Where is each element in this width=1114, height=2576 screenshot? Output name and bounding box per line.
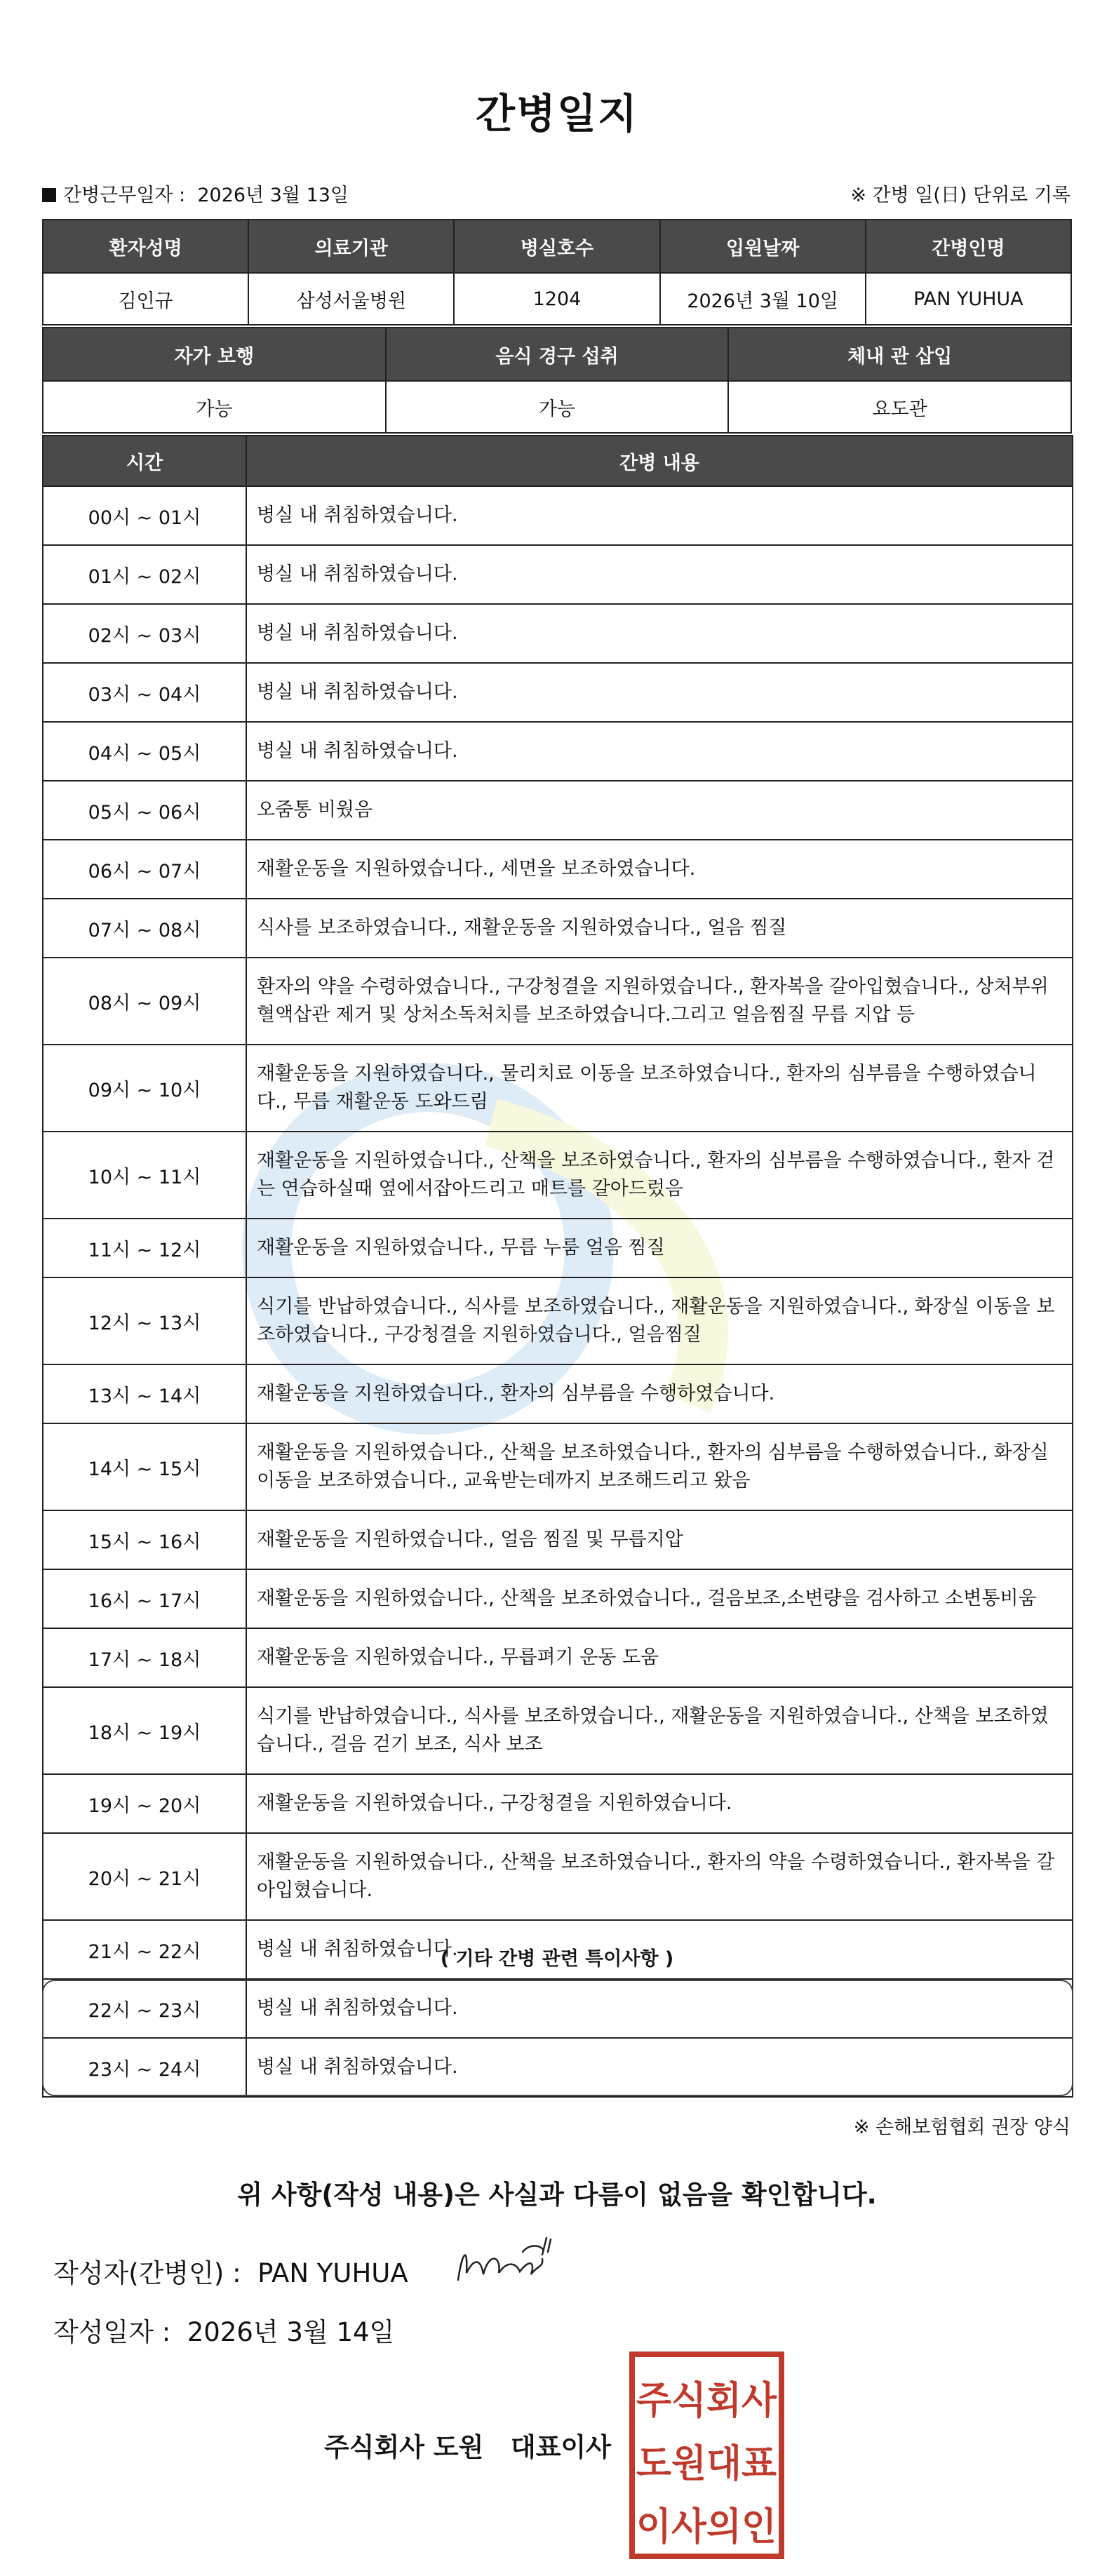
log-row bbox=[43, 722, 1073, 781]
written-date-label: 작성일자 : bbox=[53, 2317, 171, 2347]
log-content: 재활운동을 지원하였습니다., 무릅 누룸 얼음 찜질 bbox=[246, 1219, 1073, 1277]
work-date-label: 간병근무일자 : bbox=[63, 185, 186, 206]
written-date: 2026년 3월 14일 bbox=[187, 2317, 395, 2347]
log-content: 병실 내 취침하였습니다. bbox=[246, 722, 1073, 781]
log-row bbox=[43, 604, 1073, 663]
log-row bbox=[43, 1277, 1073, 1364]
log-time: 14시 ~ 15시 bbox=[43, 1423, 246, 1510]
writer-line bbox=[53, 2252, 408, 2290]
log-content: 식사를 보조하였습니다., 재활운동을 지원하였습니다., 얼음 찜질 bbox=[246, 899, 1073, 958]
seal-text-line: 도원대표 bbox=[636, 2441, 777, 2486]
header-oral-intake: 음식 경구 섭취 bbox=[386, 328, 729, 381]
header-caregiver: 간병인명 bbox=[866, 220, 1071, 273]
log-time: 07시 ~ 08시 bbox=[43, 899, 246, 958]
log-row bbox=[43, 1628, 1073, 1687]
log-content: 재활운동을 지원하였습니다., 세면을 보조하였습니다. bbox=[246, 840, 1073, 899]
log-content: 병실 내 취침하였습니다. bbox=[246, 2038, 1073, 2097]
seal-text-line: 주식회사 bbox=[636, 2378, 777, 2422]
square-bullet-icon bbox=[42, 188, 56, 202]
admission-date: 2026년 3월 10일 bbox=[660, 273, 866, 325]
special-notes-title: ( 기타 간병 관련 특이사항 ) bbox=[440, 1948, 674, 1970]
log-time: 19시 ~ 20시 bbox=[43, 1774, 246, 1833]
log-time: 18시 ~ 19시 bbox=[43, 1687, 246, 1774]
log-time: 12시 ~ 13시 bbox=[43, 1277, 246, 1364]
log-time: 02시 ~ 03시 bbox=[43, 604, 246, 663]
log-row bbox=[43, 545, 1073, 604]
log-content: 재활운동을 지원하였습니다., 산책을 보조하였습니다., 걸음보조,소변량을 검사하고 소변통비움 bbox=[246, 1569, 1073, 1628]
log-time: 09시 ~ 10시 bbox=[43, 1045, 246, 1132]
care-log-table bbox=[42, 435, 1073, 2098]
walking-value: 가능 bbox=[43, 381, 386, 433]
log-content: 병실 내 취침하였습니다. bbox=[246, 1979, 1073, 2038]
special-notes-box bbox=[42, 1980, 1073, 2096]
log-time: 04시 ~ 05시 bbox=[43, 722, 246, 781]
header-admission-date: 입원날짜 bbox=[660, 220, 866, 273]
log-content: 재활운동을 지원하였습니다., 물리치료 이동을 보조하였습니다., 환자의 심부름을 수행하였습니다., 무릅 재활운동 도와드림 bbox=[246, 1045, 1073, 1132]
log-time: 21시 ~ 22시 bbox=[43, 1920, 246, 1979]
log-time: 13시 ~ 14시 bbox=[43, 1364, 246, 1423]
log-content: 재활운동을 지원하였습니다., 구강청결을 지원하였습니다. bbox=[246, 1774, 1073, 1833]
unit-note: ※ 간병 일(日) 단위로 기록 bbox=[850, 185, 1071, 206]
log-row bbox=[43, 1045, 1073, 1132]
log-row bbox=[43, 781, 1073, 840]
hospital: 삼성서울병원 bbox=[248, 273, 454, 325]
confirmation-statement: 위 사항(작성 내용)은 사실과 다름이 없음을 확인합니다. bbox=[237, 2180, 877, 2210]
log-row bbox=[43, 1219, 1073, 1277]
log-content: 재활운동을 지원하였습니다., 산책을 보조하였습니다., 환자의 심부름을 수행하였습니다., 환자 걷는 연습하실때 옆에서잡아드리고 매트를 갈아드렀음 bbox=[246, 1132, 1073, 1219]
header-walking: 자가 보행 bbox=[43, 328, 386, 381]
page-title: 간병일지 bbox=[475, 90, 639, 137]
log-content: 병실 내 취침하였습니다. bbox=[246, 604, 1073, 663]
association-note: ※ 손해보험협회 권장 양식 bbox=[853, 2117, 1071, 2138]
log-content: 식기를 반납하였습니다., 식사를 보조하였습니다., 재활운동을 지원하였습니다., 산책을 보조하였습니다., 걸음 걷기 보조, 식사 보조 bbox=[246, 1687, 1073, 1774]
handwritten-signature bbox=[452, 2231, 558, 2294]
log-row bbox=[43, 1833, 1073, 1920]
log-row bbox=[43, 486, 1073, 545]
patient-status-table bbox=[42, 327, 1072, 434]
log-content: 재활운동을 지원하였습니다., 산책을 보조하였습니다., 환자의 약을 수령하였습니다., 환자복을 갈아입혔습니다. bbox=[246, 1833, 1073, 1920]
log-time: 05시 ~ 06시 bbox=[43, 781, 246, 840]
log-time: 16시 ~ 17시 bbox=[43, 1569, 246, 1628]
tube-value: 요도관 bbox=[728, 381, 1071, 433]
log-row bbox=[43, 1687, 1073, 1774]
header-patient-name: 환자성명 bbox=[43, 220, 248, 273]
log-row bbox=[43, 1510, 1073, 1569]
log-content: 병실 내 취침하였습니다. bbox=[246, 1920, 1073, 1979]
writer-label: 작성자(간병인) : bbox=[53, 2258, 241, 2288]
log-time: 11시 ~ 12시 bbox=[43, 1219, 246, 1277]
log-content: 병실 내 취침하였습니다. bbox=[246, 486, 1073, 545]
log-time: 17시 ~ 18시 bbox=[43, 1628, 246, 1687]
log-time: 00시 ~ 01시 bbox=[43, 486, 246, 545]
log-time: 15시 ~ 16시 bbox=[43, 1510, 246, 1569]
patient-info-table bbox=[42, 219, 1072, 326]
log-row bbox=[43, 958, 1073, 1045]
oral-intake-value: 가능 bbox=[386, 381, 729, 433]
company-name: 주식회사 도원 대표이사 bbox=[324, 2432, 611, 2462]
header-hospital: 의료기관 bbox=[248, 220, 454, 273]
header-tube: 체내 관 삽입 bbox=[728, 328, 1071, 381]
company-seal bbox=[628, 2350, 786, 2561]
log-content: 재활운동을 지원하였습니다., 환자의 심부름을 수행하였습니다. bbox=[246, 1364, 1073, 1423]
log-content: 재활운동을 지원하였습니다., 얼음 찜질 및 무릅지압 bbox=[246, 1510, 1073, 1569]
log-time: 08시 ~ 09시 bbox=[43, 958, 246, 1045]
log-row bbox=[43, 1569, 1073, 1628]
caregiver-name: PAN YUHUA bbox=[866, 273, 1071, 325]
header-time: 시간 bbox=[43, 436, 246, 486]
log-row bbox=[43, 663, 1073, 722]
log-time: 22시 ~ 23시 bbox=[43, 1979, 246, 2038]
work-date-value: 2026년 3월 13일 bbox=[197, 185, 349, 206]
log-content: 오줌통 비웠음 bbox=[246, 781, 1073, 840]
seal-text-line: 이사의인 bbox=[636, 2504, 777, 2549]
header-content: 간병 내용 bbox=[246, 436, 1073, 486]
log-row bbox=[43, 1774, 1073, 1833]
log-content: 재활운동을 지원하였습니다., 산책을 보조하였습니다., 환자의 심부름을 수행하였습니다., 화장실 이동을 보조하였습니다., 교육받는데까지 보조해드리고 왔음 bbox=[246, 1423, 1073, 1510]
log-content: 병실 내 취침하였습니다. bbox=[246, 663, 1073, 722]
log-row bbox=[43, 899, 1073, 958]
log-time: 10시 ~ 11시 bbox=[43, 1132, 246, 1219]
log-content: 병실 내 취침하였습니다. bbox=[246, 545, 1073, 604]
log-time: 01시 ~ 02시 bbox=[43, 545, 246, 604]
log-time: 06시 ~ 07시 bbox=[43, 840, 246, 899]
room-number: 1204 bbox=[454, 273, 659, 325]
log-row bbox=[43, 1132, 1073, 1219]
log-content: 재활운동을 지원하였습니다., 무릅펴기 운동 도움 bbox=[246, 1628, 1073, 1687]
log-time: 03시 ~ 04시 bbox=[43, 663, 246, 722]
written-date-line bbox=[53, 2311, 394, 2349]
writer-name: PAN YUHUA bbox=[257, 2258, 408, 2288]
header-room: 병실호수 bbox=[454, 220, 659, 273]
log-time: 20시 ~ 21시 bbox=[43, 1833, 246, 1920]
log-content: 환자의 약을 수령하였습니다., 구강청결을 지원하였습니다., 환자복을 갈아입혔습니다., 상처부위 혈액삽관 제거 및 상처소독처치를 보조하였습니다.그리고 얼음찜질 무릅 지압 등 bbox=[246, 958, 1073, 1045]
log-row bbox=[43, 1364, 1073, 1423]
log-content: 식기를 반납하였습니다., 식사를 보조하였습니다., 재활운동을 지원하였습니다., 화장실 이동을 보조하였습니다., 구강청결을 지원하였습니다., 얼음찜질 bbox=[246, 1277, 1073, 1364]
log-row bbox=[43, 840, 1073, 899]
log-time: 23시 ~ 24시 bbox=[43, 2038, 246, 2097]
work-date bbox=[42, 180, 349, 207]
patient-name: 김인규 bbox=[43, 273, 248, 325]
log-row bbox=[43, 1423, 1073, 1510]
